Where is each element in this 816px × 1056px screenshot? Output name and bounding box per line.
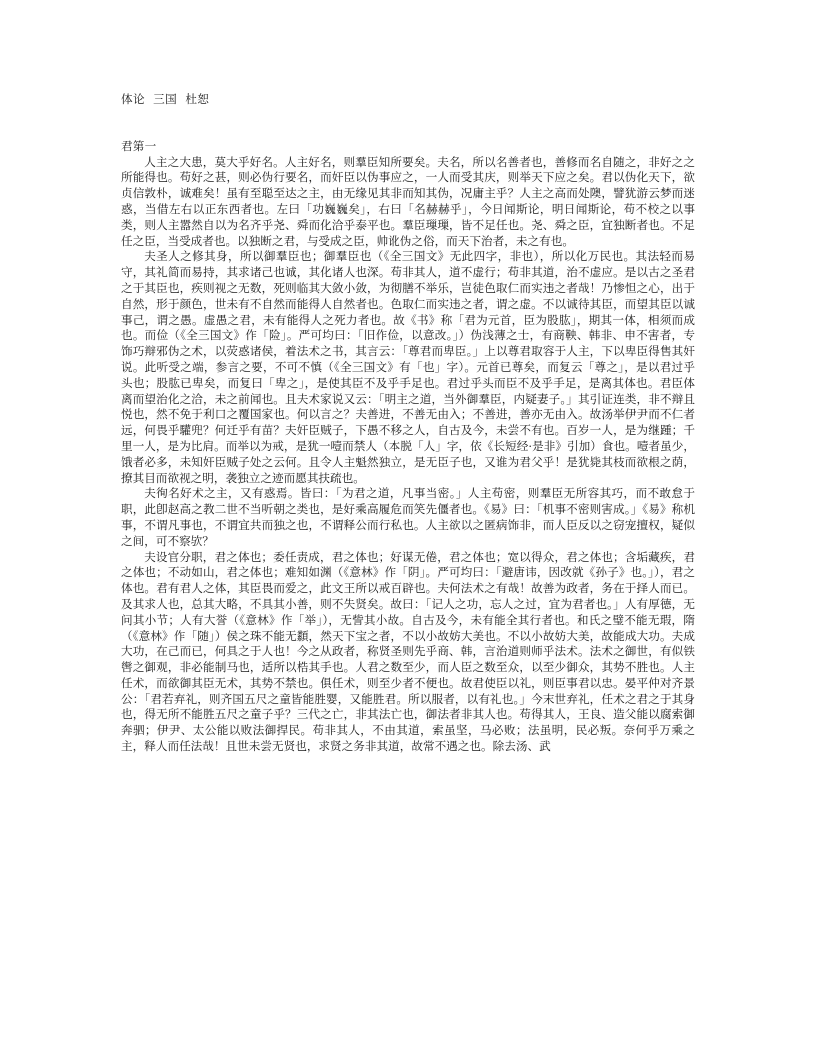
body-paragraph: 人主之大患，莫大乎好名。人主好名，则羣臣知所要矣。夫名，所以名善者也，善修而名自随之，非好之之所能得也。苟好之甚，则必伪行要名，而奸臣以伪事应之，一人而受其庆，则举天下应之矣。君以伪化天下，欲贞信敦朴，诚难矣！虽有至聪至达之主，由无缘见其非而知其伪，况庸主乎？人主之高而处隩，譬犹游云梦而迷惑，当借左右以正东西者也。左曰「功巍巍矣」，右曰「名赫赫乎」，今日闻斯论，明日闻斯论，苟不校之以事类，则人主嚣然自以为名齐乎尧、舜而化洽乎泰平也。羣臣璅璅，皆不足任也。尧、舜之臣，宜独断者也。不足任之臣，当受成者也。以独断之君，与受成之臣，帅讹伪之俗，而天下治者，未之有也。 xyxy=(121,154,695,248)
document-title: 体论 三国 杜恕 xyxy=(121,92,210,106)
document-body xyxy=(121,92,695,755)
section-heading-jun-di-yi: 君第一 xyxy=(121,138,157,153)
body-paragraph: 夫徇名好术之主，又有惑焉。皆曰：「为君之道，凡事当密。」人主苟密，则羣臣无所容其巧，而不敢怠于职，此卽赵高之教二世不当听朝之类也，是好乘高履危而笑先僵者也。《易》曰：「机事不密则害成。」《易》称机事，不谓凡事也，不谓宜共而独之也，不谓释公而行私也。人主欲以之匿病饰非，而人臣反以之窃宠擅权，疑似之间，可不察欤？ xyxy=(121,486,695,548)
body-paragraph: 夫设官分职，君之体也；委任责成，君之体也；好谋无倦，君之体也；宽以得众，君之体也；含垢藏疾，君之体也；不动如山，君之体也；难知如渊（《意林》作「阴」。严可均曰：「避唐讳，因改就《孙子》也。」），君之体也。君有君人之体，其臣畏而爱之，此文王所以戒百辟也。夫何法术之有哉！故善为政者，务在于择人而已。及其求人也，总其大略，不具其小善，则不失贤矣。故曰：「记人之功，忘人之过，宜为君者也。」人有厚德，无问其小节；人有大誉（《意林》作「举」），无訾其小故。自古及今，未有能全其行者也。和氏之璧不能无瑕，隋（《意林》作「随」）侯之珠不能无纇，然天下宝之者，不以小故妨大美也。不以小故妨大美，故能成大功。夫成大功，在己而已，何具之于人也！今之从政者，称贤圣则先乎商、韩，言治道则师乎法术。法术之御世，有似铁辔之御观，非必能制马也，适所以梏其手也。人君之数至少，而人臣之数至众，以至少御众，其势不胜也。人主任术，而欲御其臣无术，其势不禁也。俱任术，则至少者不便也。故君使臣以礼，则臣事君以忠。晏平仲对齐景公：「君若弃礼，则齐国五尺之童皆能胜婴，又能胜君。所以服者，以有礼也。」今末世弃礼，任术之君之于其身也，得无所不能胜五尺之童子乎？三代之亡，非其法亡也，御法者非其人也。苟得其人，王良、造父能以腐索御奔驷；伊尹、太公能以败法御捍民。苟非其人，不由其道，索虽坚，马必败；法虽明，民必叛。奈何乎万乘之主，释人而任法哉！且世未尝无贤也，求贤之务非其道，故常不遇之也。除去汤、武 xyxy=(121,549,695,754)
body-paragraph: 夫圣人之修其身，所以御羣臣也；御羣臣也（《全三国文》无此四字，非也），所以化万民也。其法轻而易守，其礼简而易持，其求诸己也诚，其化诸人也深。苟非其人，道不虚行；苟非其道，治不虚应。是以古之圣君之于其臣也，疾则视之无数，死则临其大敛小敛，为彻膳不举乐，岂徒色取仁而实违之者哉！乃惨怛之心，出于自然，形于颜色，世未有不自然而能得人自然者也。色取仁而实违之者，谓之虚。不以诚待其臣，而望其臣以诚事己，谓之愚。虚愚之君，未有能得人之死力者也。故《书》称「君为元首，臣为股肱」，期其一体，相须而成也。而俭（《全三国文》作「险」。严可均曰：「旧作俭，以意改。」）伪浅薄之士，有商鞅、韩非、申不害者，专饰巧辩邪伪之术，以荧惑诸侯，着法术之书，其言云：「尊君而卑臣。」上以尊君取容于人主，下以卑臣得售其奸说。此听受之端，参言之要，不可不慎（《全三国文》有「也」字）。元首已尊矣，而复云「尊之」，是以君过乎头也；股肱已卑矣，而复曰「卑之」，是使其臣不及乎手足也。君过乎头而臣不及乎手足，是离其体也。君臣体离而望治化之洽，未之前闻也。且夫术家说又云：「明主之道，当外御羣臣，内疑妻子。」其引证连类，非不辩且悦也，然不免于利口之覆国家也。何以言之？夫善进，不善无由入；不善进，善亦无由入。故汤举伊尹而不仁者远，何畏乎驩兜？何迁乎有苗？夫奸臣贼子，下愚不移之人，自古及今，未尝不有也。百岁一人，是为继踵；千里一人，是为比肩。而举以为戒，是犹一噎而禁人（本脱「人」字，依《长短经·是非》引加）食也。噎者虽少，饿者必多，未知奸臣贼子处之云何。且令人主魁然独立，是无臣子也，又谁为君父乎！是犹毙其枝而欲根之荫，撩其目而欲视之明，袭独立之迹而愿其扶疏也。 xyxy=(121,249,695,485)
